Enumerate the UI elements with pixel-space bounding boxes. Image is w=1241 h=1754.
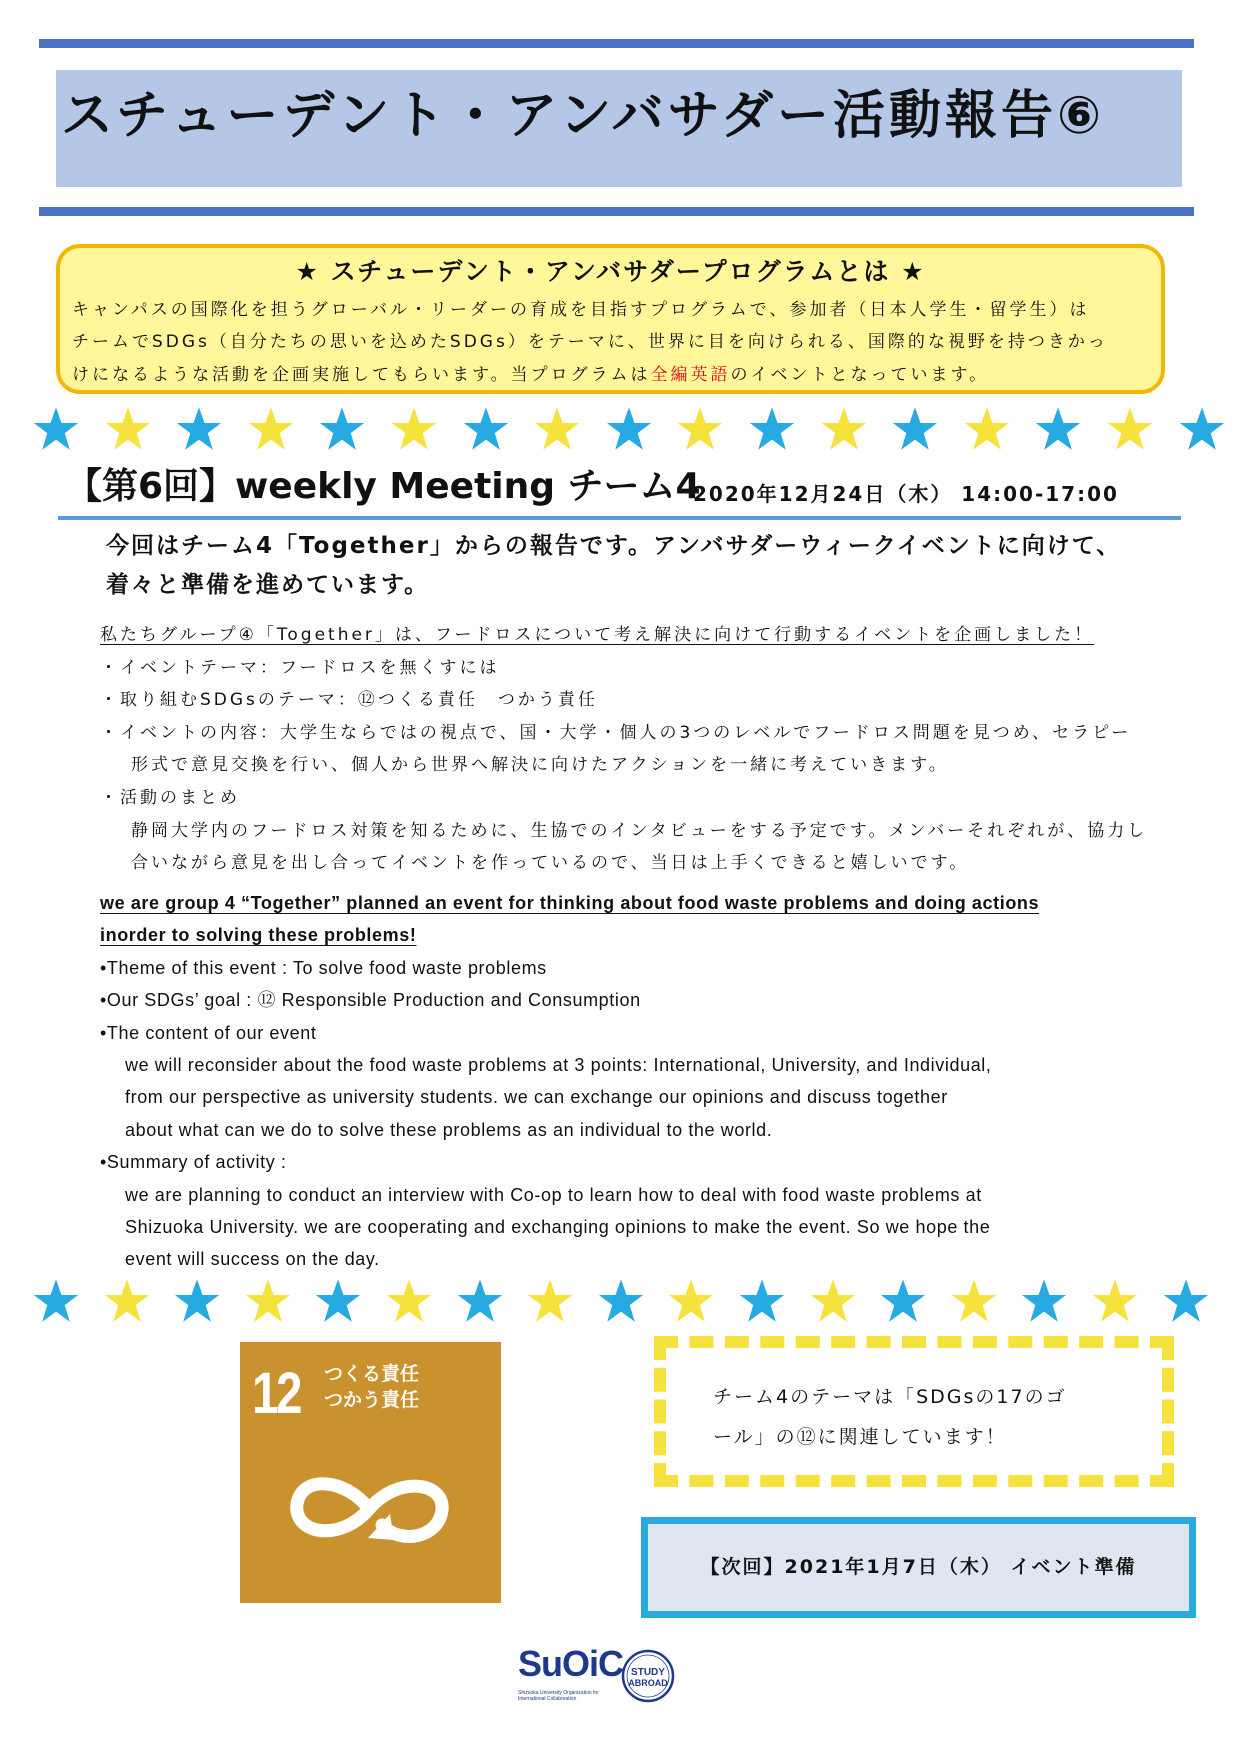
english-item: •The content of our event [100, 1022, 317, 1043]
highlight-text: 全編英語 [650, 365, 731, 385]
intro-text: 着々と準備を進めています。 [106, 572, 430, 598]
english-item-detail: we are planning to conduct an interview with Co-op to learn how to deal with food waste problems at [125, 1184, 982, 1205]
star-icon [668, 1278, 714, 1324]
theme-note-box [654, 1336, 1174, 1487]
next-session-box [641, 1517, 1196, 1618]
star-icon [319, 406, 365, 452]
star-icon [105, 406, 151, 452]
program-text-line: キャンパスの国際化を担うグローバル・リーダーの育成を目指すプログラムで、参加者（日本人学生・留学生）は [72, 300, 1090, 320]
star-icon [598, 1278, 644, 1324]
english-lead: we are group 4 “Together” planned an event for thinking about food waste problems and doing actions [100, 893, 1040, 913]
english-lead: inorder to solving these problems! [100, 925, 417, 946]
star-icon [1021, 1278, 1067, 1324]
star-icon [810, 1278, 856, 1324]
japanese-item: ・活動のまとめ [100, 787, 240, 808]
star-icon [606, 406, 652, 452]
star-icon [1035, 406, 1081, 452]
star-icon [104, 1278, 150, 1324]
english-item-detail: we will reconsider about the food waste problems at 3 points: International, University, and Individual, [125, 1054, 992, 1075]
program-text: けになるような活動を企画実施してもらいます。当プログラムは [72, 365, 651, 385]
english-item-detail: Shizuoka University. we are cooperating and exchanging opinions to make the event. So we hope the [125, 1216, 991, 1237]
star-icon [457, 1278, 503, 1324]
star-icon [176, 406, 222, 452]
english-item: •Our SDGs’ goal : ⑫ Responsible Production and Consumption [100, 990, 641, 1011]
star-divider [0, 406, 1241, 452]
sdg-goal-12-icon [240, 1342, 501, 1603]
english-item-detail: about what can we do to solve these problems as an individual to the world. [125, 1119, 773, 1140]
star-icon [1092, 1278, 1138, 1324]
japanese-item: ・イベントテーマ：フードロスを無くすには [100, 657, 500, 678]
suoic-logo: SuOiC [518, 1643, 624, 1684]
header-bar-top [39, 39, 1194, 48]
badge-text-bottom: ABROAD [628, 1678, 668, 1688]
star-icon [1163, 1278, 1209, 1324]
english-item-detail: from our perspective as university students. we can exchange our opinions and discuss together [125, 1087, 948, 1108]
star-icon [386, 1278, 432, 1324]
study-abroad-badge-icon [620, 1648, 676, 1704]
star-icon [391, 406, 437, 452]
theme-note-text: チーム4のテーマは「SDGsの17のゴ [713, 1386, 1067, 1408]
program-description-box [56, 244, 1165, 394]
star-icon [315, 1278, 361, 1324]
english-item: •Summary of activity : [100, 1152, 287, 1173]
english-item-detail: event will success on the day. [125, 1249, 380, 1270]
star-icon [463, 406, 509, 452]
star-icon [1179, 406, 1225, 452]
star-icon [33, 1278, 79, 1324]
star-icon [33, 406, 79, 452]
star-divider [0, 1278, 1241, 1324]
infinity-arrow-icon [240, 1342, 501, 1603]
meeting-heading: 【第6回】weekly Meeting チーム4 [66, 466, 701, 507]
english-item: •Theme of this event : To solve food waste problems [100, 957, 547, 978]
star-icon [534, 406, 580, 452]
japanese-item: ・イベントの内容：大学生ならではの視点で、国・大学・個人の3つのレベルでフードロス問題を見つめ、セラピー [100, 722, 1132, 743]
heading-divider [58, 516, 1181, 520]
star-icon [174, 1278, 220, 1324]
program-text-line: チームでSDGs（自分たちの思いを込めたSDGs）をテーマに、世界に目を向けられる、国際的な視野を持つきかっ [72, 332, 1108, 352]
star-icon [749, 406, 795, 452]
star-icon [880, 1278, 926, 1324]
star-icon [892, 406, 938, 452]
program-text-line [72, 360, 989, 390]
title-banner [56, 70, 1182, 187]
program-heading: ★ スチューデント・アンバサダープログラムとは ★ [295, 257, 926, 286]
japanese-item-detail: 合いながら意見を出し合ってイベントを作っているので、当日は上手くできると嬉しいです。 [131, 853, 970, 874]
star-icon [951, 1278, 997, 1324]
badge-text-top: STUDY [631, 1667, 665, 1678]
japanese-report [100, 619, 1220, 880]
page-title: スチューデント・アンバサダー活動報告⑥ [61, 86, 1106, 146]
star-icon [1107, 406, 1153, 452]
intro-text: 今回はチーム4「Together」からの報告です。アンバサダーウィークイベントに向けて、 [106, 533, 1122, 559]
star-icon [245, 1278, 291, 1324]
japanese-item-detail: 形式で意見交換を行い、個人から世界へ解決に向けたアクションを一緒に考えていきます。 [131, 755, 949, 776]
japanese-item: ・取り組むSDGsのテーマ：⑫つくる責任 つかう責任 [100, 690, 598, 711]
theme-note-text: ール」の⑫に関連しています！ [713, 1426, 1007, 1448]
english-report [100, 887, 1220, 1276]
next-session-text: 【次回】2021年1月7日（木） イベント準備 [700, 1556, 1137, 1578]
star-icon [964, 406, 1010, 452]
japanese-lead: 私たちグループ④「Together」は、フードロスについて考え解決に向けて行動するイベントを企画しました！ [100, 625, 1095, 645]
star-icon [677, 406, 723, 452]
star-icon [248, 406, 294, 452]
meeting-datetime: 2020年12月24日（木） 14:00-17:00 [693, 482, 1119, 506]
sdg-number: 12 [252, 1361, 300, 1426]
sdg-label: つかう責任 [324, 1389, 420, 1411]
star-icon [739, 1278, 785, 1324]
japanese-item-detail: 静岡大学内のフードロス対策を知るために、生協でのインタビューをする予定です。メンバーそれぞれが、協力し [131, 820, 1148, 841]
logo-org-name: Shizuoka University Organization for International Collaboration [518, 1690, 599, 1702]
program-text: のイベントとなっています。 [730, 365, 990, 385]
header-bar-bottom [39, 207, 1194, 216]
star-icon [527, 1278, 573, 1324]
sdg-label: つくる責任 [324, 1363, 420, 1385]
star-icon [821, 406, 867, 452]
